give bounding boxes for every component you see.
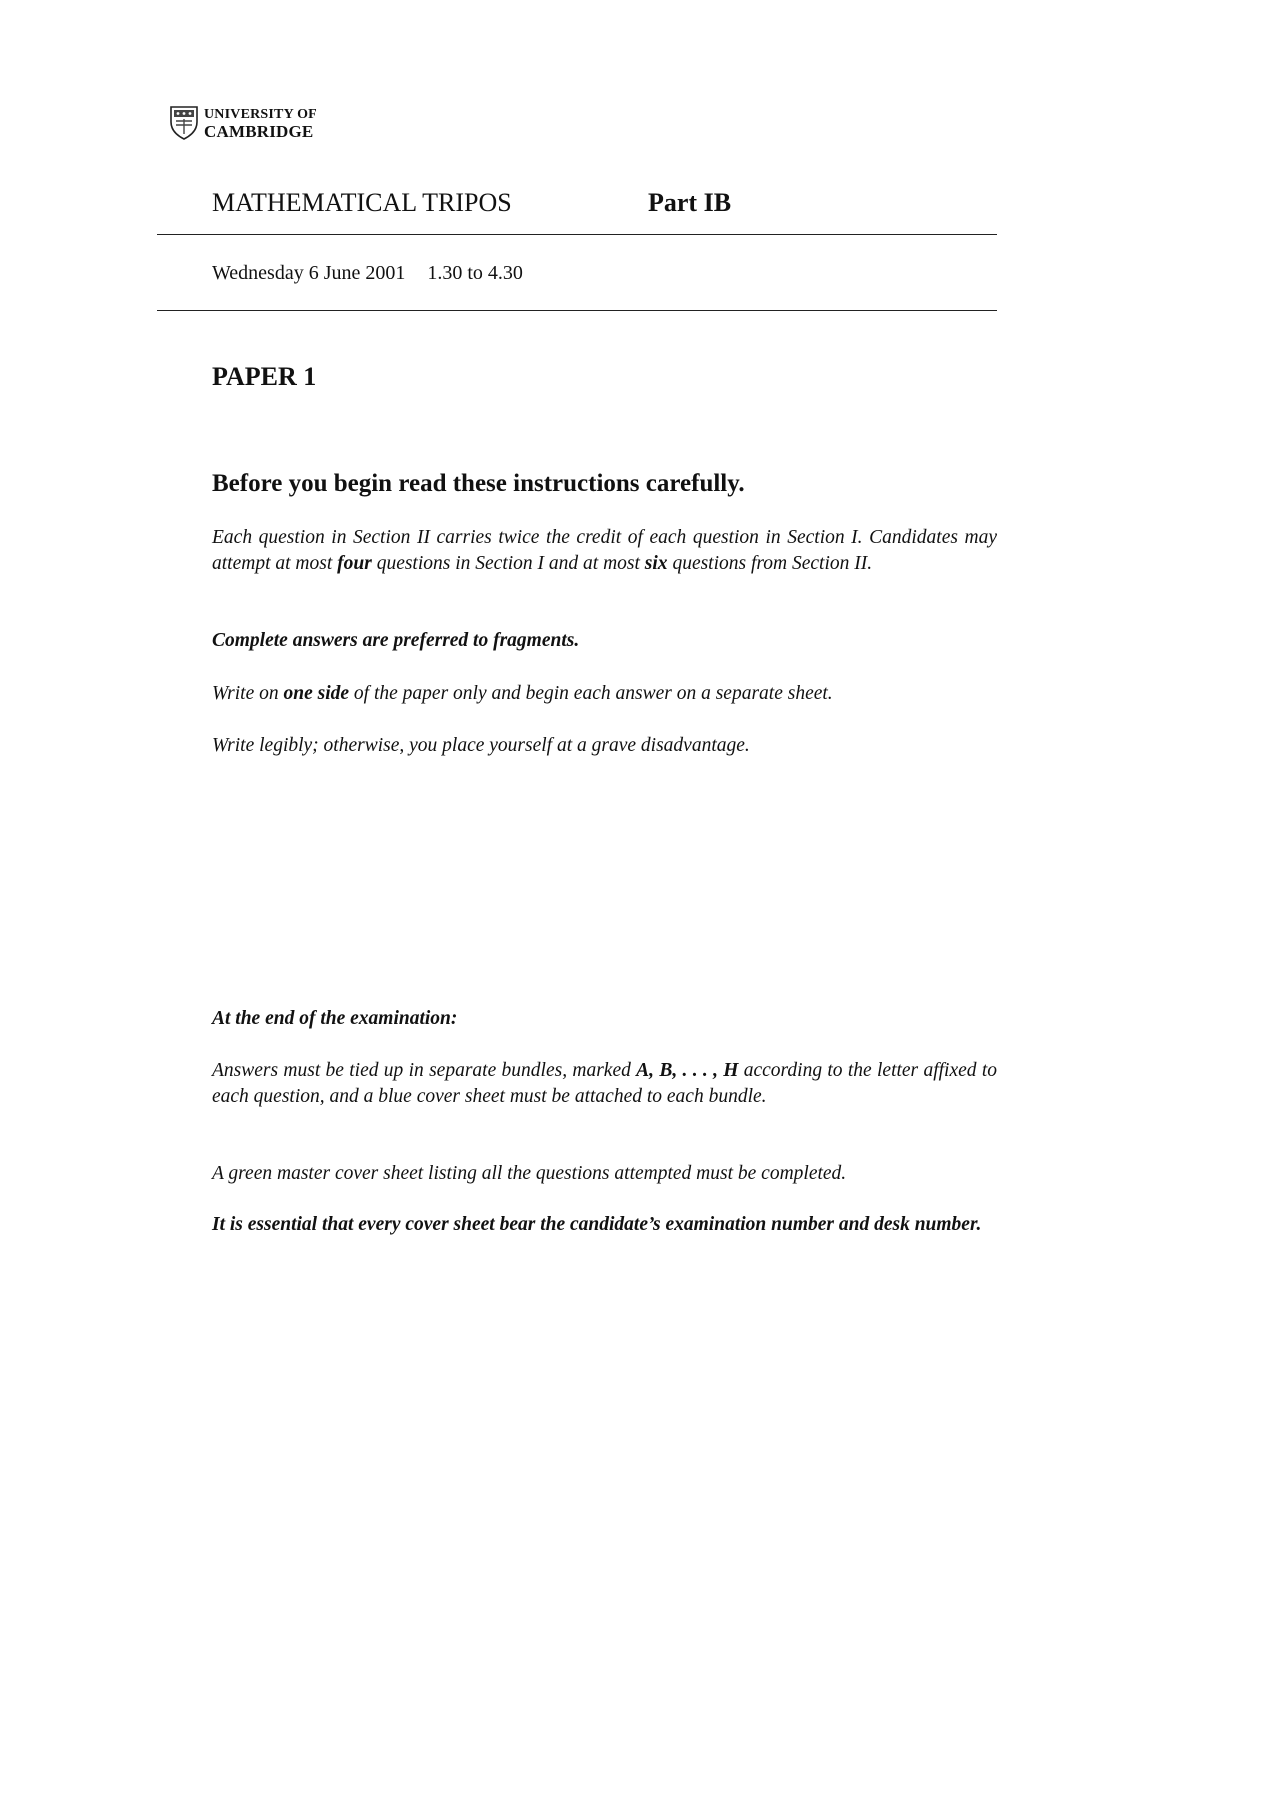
exam-date: Wednesday 6 June 2001 [212,262,406,284]
instruction-credit-four: four [337,553,372,574]
instructions-heading: Before you begin read these instructions carefully. [212,470,745,497]
university-logo [170,106,317,140]
instruction-credit-paragraph [212,525,997,577]
paper-number: PAPER 1 [212,362,317,391]
instruction-credit-six: six [644,553,668,574]
exam-date-line [212,262,523,285]
exam-part: Part IB [648,188,732,217]
end-heading: At the end of the examination: [212,1008,458,1029]
cambridge-crest-icon [170,106,198,140]
instruction-write-legibly: Write legibly; otherwise, you place yourself at a grave disadvantage. [212,735,750,756]
end-bundles-paragraph [212,1058,997,1110]
instruction-credit-text-3: questions from Section II. [667,553,873,574]
instruction-one-side-text-1: Write on [212,683,284,704]
instruction-credit-text-2: questions in Section I and at most [371,553,645,574]
instruction-complete-answers: Complete answers are preferred to fragments. [212,630,580,651]
instruction-one-side-text-2: of the paper only and begin each answer on a separate sheet. [349,683,833,704]
end-bundles-text-2: according to the letter affixed to each question, and a blue cover sheet must be attached to each bundle. [212,1060,997,1107]
exam-title: MATHEMATICAL TRIPOS [212,188,512,217]
exam-title-row [212,188,732,218]
end-bundles-text-1: Answers must be tied up in separate bundles, marked [212,1060,637,1081]
instruction-one-side-paragraph [212,681,997,707]
instruction-credit-text-1: Each question in Section II carries twice the credit of each question in Section I. Candidates may attempt at most [212,527,997,574]
end-green-sheet: A green master cover sheet listing all the questions attempted must be completed. [212,1163,847,1184]
exam-time: 1.30 to 4.30 [427,262,523,284]
instruction-one-side-bold: one side [283,683,350,704]
end-essential-note: It is essential that every cover sheet bear the candidate’s examination number and desk number. [212,1214,982,1235]
logo-line-university: UNIVERSITY OF [204,107,317,122]
header-rule-bottom [157,310,997,311]
end-bundles-letters: A, B, . . . , H [636,1060,739,1081]
header-rule-top [157,234,997,235]
logo-line-cambridge: CAMBRIDGE [204,122,314,141]
